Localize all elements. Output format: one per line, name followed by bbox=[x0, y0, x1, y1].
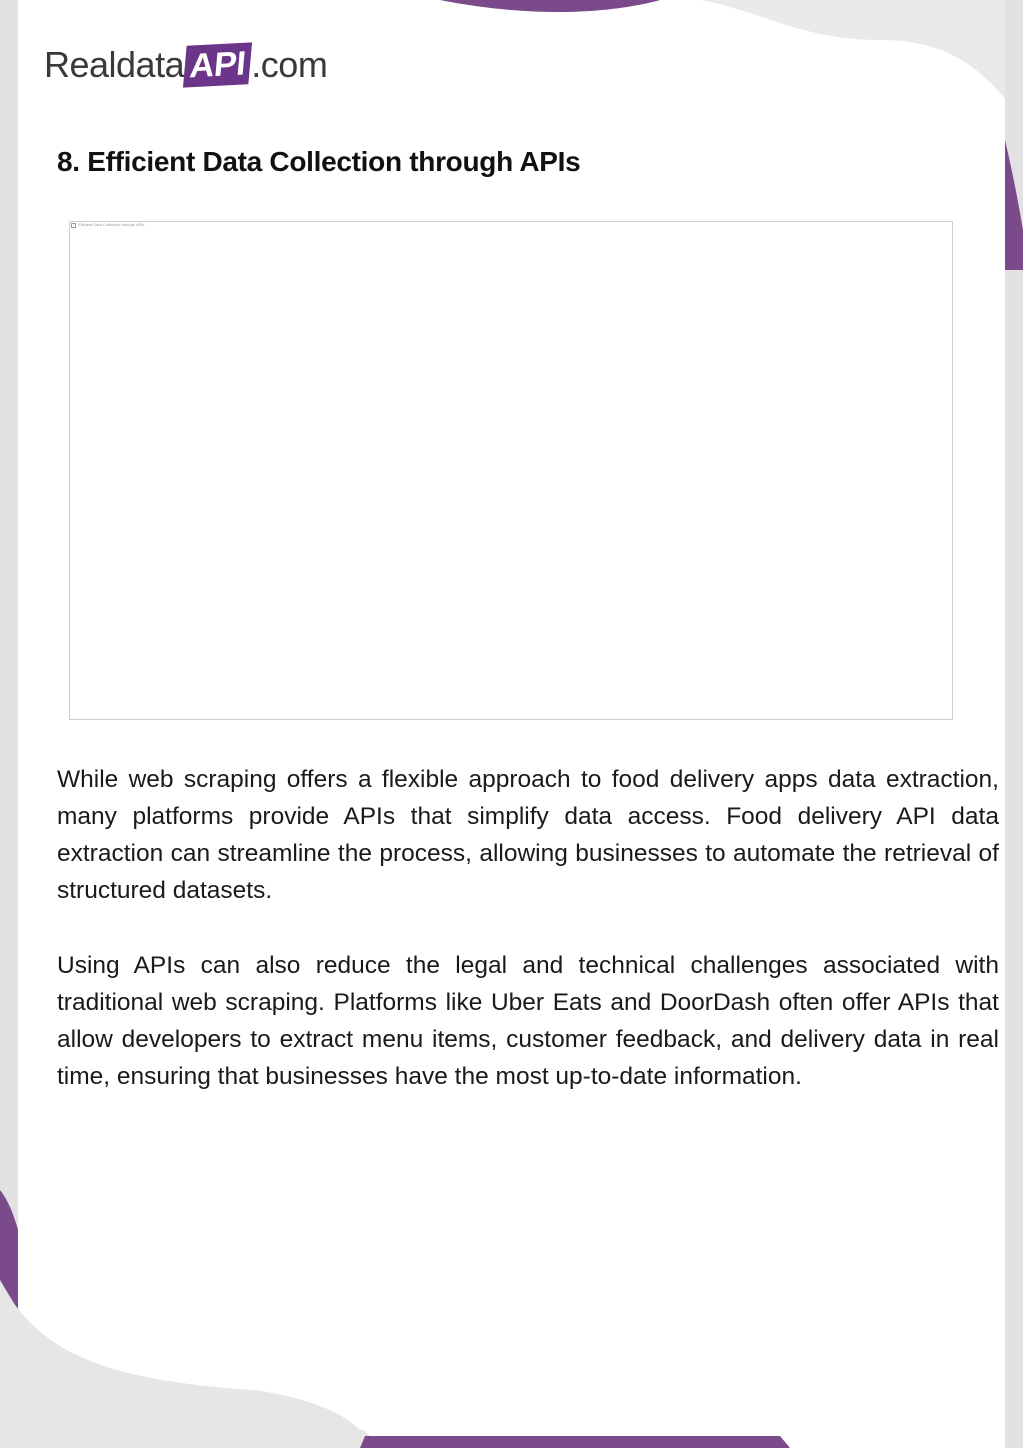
brand-logo[interactable] bbox=[44, 40, 327, 90]
logo-text-before: Realdata bbox=[44, 44, 185, 85]
image-alt-text: Efficient Data Collection through APIs bbox=[78, 222, 145, 227]
logo-text-after: .com bbox=[251, 44, 328, 85]
article-image-placeholder bbox=[69, 221, 953, 720]
top-purple-shape bbox=[440, 0, 660, 12]
bottom-purple-shape bbox=[360, 1436, 790, 1448]
paragraph-1: While web scraping offers a flexible approach to food delivery apps data extraction, many platforms provide APIs that simplify data access. Food delivery API data extraction can streamline the process, allowing businesses to automate the retrieval of structured datasets. bbox=[57, 766, 999, 904]
broken-image-icon bbox=[71, 223, 76, 228]
section-heading: 8. Efficient Data Collection through APIs bbox=[57, 146, 581, 177]
paragraph-2: Using APIs can also reduce the legal and technical challenges associated with traditional web scraping. Platforms like Uber Eats and DoorDash often offer APIs that allow developers to extract menu items, customer feedback, and delivery data in real time, ensuring that businesses have the most up-to-date information. bbox=[57, 952, 999, 1090]
logo-api-badge: API bbox=[183, 42, 252, 87]
